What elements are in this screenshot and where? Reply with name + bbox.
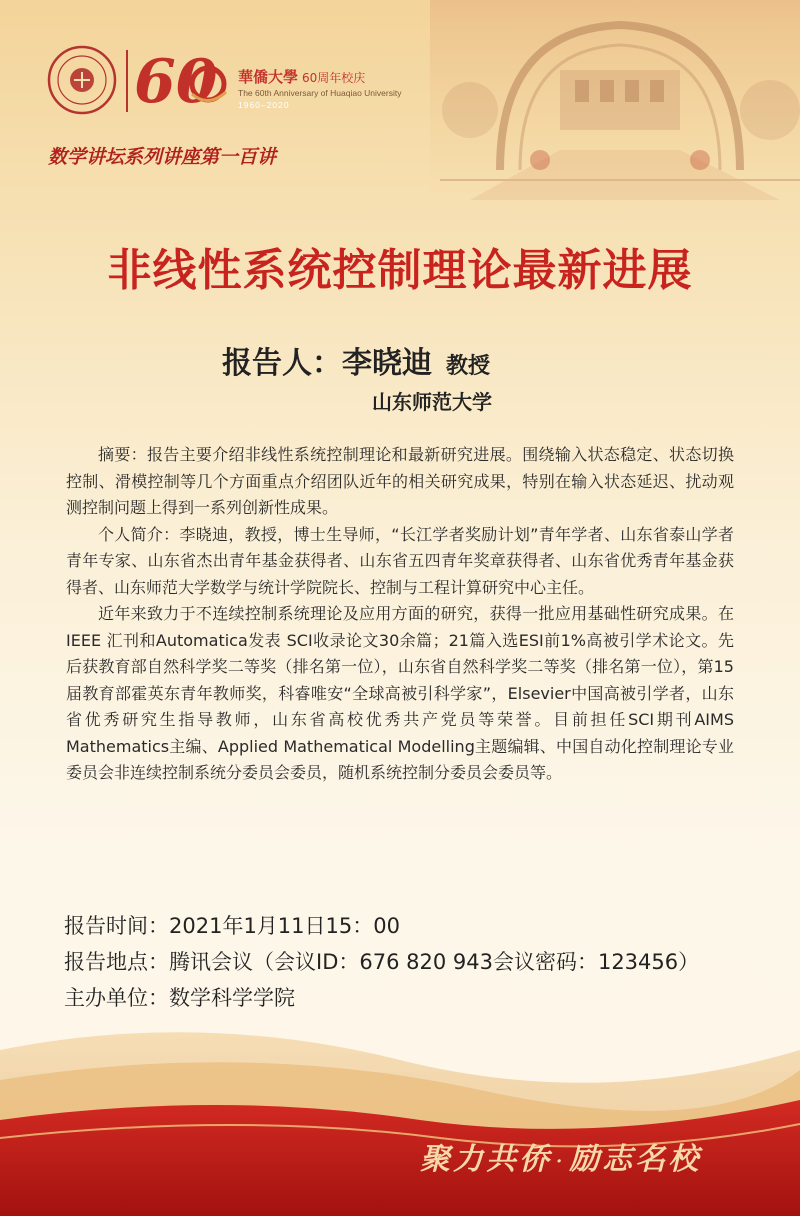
research-paragraph: 近年来致力于不连续控制系统理论及应用方面的研究，获得一批应用基础性研究成果。在IEEE 汇刊和Automatica发表 SCI收录论文30余篇；21篇入选ESI前1%高被引学术论文。先后获教育部自然科学奖二等奖（排名第一位），山东省自然科学奖二等奖（排名第一位），第15届教育部霍英东青年教师奖，科睿唯安“全球高被引科学家”，Elsevier中国高被引学者，山东省优秀研究生指导教师，山东省高校优秀共产党员等荣誉。目前担任SCI期刊AIMS Mathematics主编、Applied Mathematical Modelling主题编辑、中国自动化控制理论专业委员会非连续控制系统分委员会委员，随机系统控制分委员会委员等。 bbox=[66, 604, 734, 782]
speaker-label: 报告人： bbox=[222, 346, 342, 381]
slogan-dot: · bbox=[556, 1150, 566, 1172]
bio-paragraph: 个人简介：李晓迪，教授，博士生导师，“长江学者奖励计划”青年学者、山东省泰山学者青年专家、山东省杰出青年基金获得者、山东省五四青年奖章获得者、山东省优秀青年基金获得者、山东师范大学数学与统计学院院长、控制与工程计算研究中心主任。 bbox=[66, 524, 734, 597]
anniversary-number: 60 bbox=[134, 47, 218, 116]
slogan-left: 聚力共侨 bbox=[420, 1142, 552, 1177]
slogan bbox=[420, 1134, 701, 1178]
university-seal-logo bbox=[46, 44, 118, 116]
event-venue: 报告地点：腾讯会议（会议ID：676 820 943会议密码：123456） bbox=[64, 950, 700, 974]
lecture-title: 非线性系统控制理论最新进展 bbox=[107, 245, 693, 296]
speaker-title: 教授 bbox=[446, 354, 491, 379]
body-text bbox=[66, 442, 734, 787]
event-time: 报告时间：2021年1月11日15：00 bbox=[64, 914, 400, 938]
event-details bbox=[64, 908, 699, 1016]
anniversary-english: The 60th Anniversary of Huaqiao University bbox=[238, 88, 402, 98]
logo-area bbox=[46, 44, 446, 124]
speaker-affiliation: 山东师范大学 bbox=[372, 390, 492, 414]
logo-divider bbox=[126, 50, 128, 112]
speaker-name: 李晓迪 bbox=[342, 346, 432, 381]
event-host: 主办单位：数学科学学院 bbox=[64, 986, 295, 1010]
school-name-calligraphy: 華僑大學 bbox=[238, 68, 299, 86]
anniversary-years: 1960–2020 bbox=[238, 100, 290, 110]
anniversary-chinese bbox=[238, 66, 365, 87]
slogan-right: 励志名校 bbox=[569, 1142, 702, 1177]
series-label: 数学讲坛系列讲座第一百讲 bbox=[48, 146, 277, 168]
abstract-paragraph: 摘要：报告主要介绍非线性系统控制理论和最新研究进展。围绕输入状态稳定、状态切换控制、滑模控制等几个方面重点介绍团队近年的相关研究成果，特别在输入状态延迟、扰动观测控制问题上得到一系列创新性成果。 bbox=[66, 445, 734, 517]
anniversary-cn-label: 60周年校庆 bbox=[302, 71, 366, 85]
bottom-wave-decoration bbox=[0, 1020, 800, 1216]
anniversary-60-logo bbox=[134, 44, 234, 116]
speaker-line bbox=[222, 338, 490, 382]
